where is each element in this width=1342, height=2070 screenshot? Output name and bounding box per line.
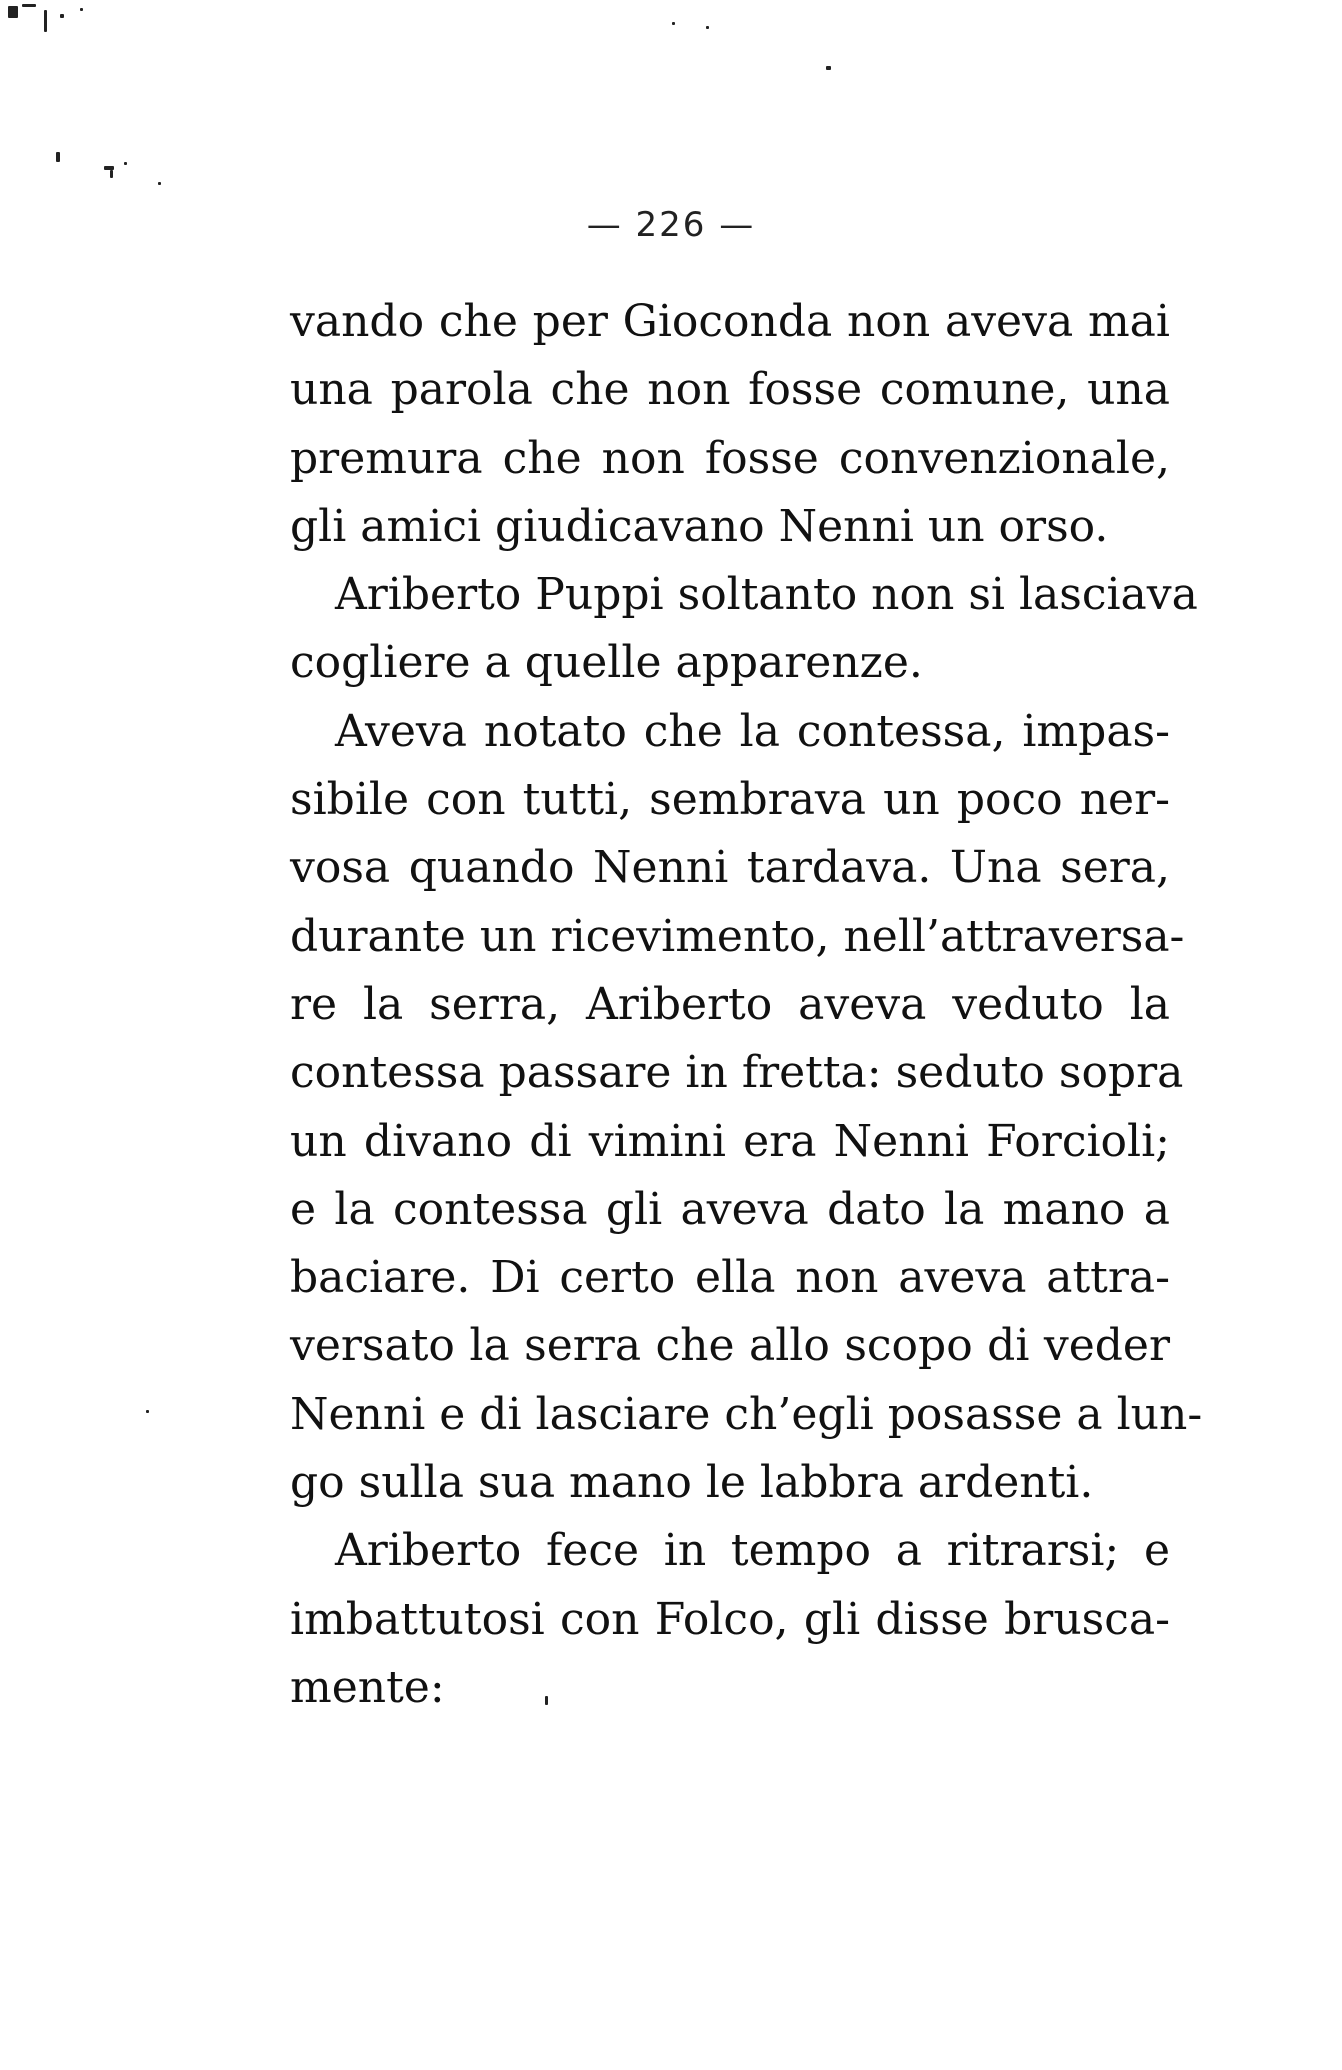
text-line: Ariberto fece in tempo a ritrarsi; e [335,1525,1170,1577]
scan-speck [44,10,47,32]
text-line: una parola che non fosse comune, una [290,364,1170,416]
body-text [290,288,1203,1722]
scan-speck [158,182,161,185]
text-line: vosa quando Nenni tardava. Una sera, [290,842,1170,894]
scan-speck [672,22,675,25]
text-line: un divano di vimini era Nenni Forcioli; [290,1115,1170,1167]
text-line: premura che non fosse convenzionale, [290,432,1170,484]
text-line: Nenni e di lasciare ch’egli posasse a lun- [290,1388,1203,1440]
scan-speck [110,170,113,178]
text-line: re la serra, Ariberto aveva veduto la [290,978,1170,1030]
scan-speck [80,8,83,11]
text-line: sibile con tutti, sembrava un poco ner- [290,774,1170,826]
scan-speck [22,4,36,7]
text-line: baciare. Di certo ella non aveva attra- [290,1252,1170,1304]
text-line: Aveva notato che la contessa, impas- [335,705,1170,757]
text-line: go sulla sua mano le labbra ardenti. [290,1457,1094,1509]
text-line: cogliere a quelle apparenze. [290,637,923,689]
scan-speck [56,152,60,162]
page-number: — 226 — [586,205,756,245]
scan-speck [826,66,831,70]
scan-speck [706,26,709,29]
scan-speck [8,6,18,18]
scan-speck [60,14,64,18]
scan-speck [146,1410,149,1413]
text-line: e la contessa gli aveva dato la mano a [290,1183,1170,1235]
text-line: gli amici giudicavano Nenni un orso. [290,500,1109,552]
scan-speck [124,162,127,165]
text-line: Ariberto Puppi soltanto non si lasciava [335,569,1198,621]
text-line: durante un ricevimento, nell’attraversa- [290,910,1185,962]
text-line: imbattutosi con Folco, gli disse brusca- [290,1593,1170,1645]
text-line: versato la serra che allo scopo di veder [290,1320,1170,1372]
text-line: vando che per Gioconda non aveva mai [290,296,1170,347]
text-line: mente: [290,1661,445,1713]
text-line: contessa passare in fretta: seduto sopra [290,1047,1184,1099]
